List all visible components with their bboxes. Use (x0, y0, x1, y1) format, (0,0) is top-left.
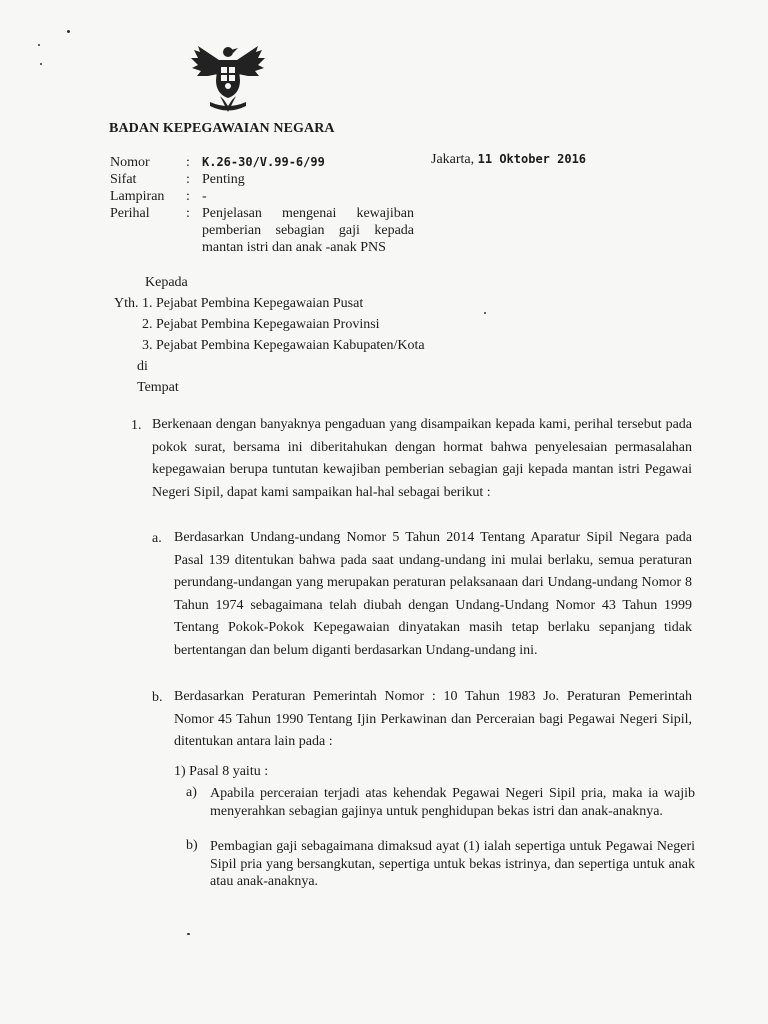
letter-date: 11 Oktober 2016 (477, 152, 587, 166)
pasal-8-heading: 1) Pasal 8 yaitu : (174, 764, 269, 779)
recipient-tempat: Tempat (137, 380, 179, 395)
point-1-text: Berkenaan dengan banyaknya pengaduan yang disampaikan kepada kami, perihal tersebut pada pokok surat, bersama ini diberitahukan dengan hormat bahwa penyelesaian permasalahan kepegawaian berupa tuntutan kewajiban pemberian sebagian gaji kepada mantan istri Pegawai Negeri Sipil, dapat kami sampaikan hal-hal sebagai berikut : (152, 417, 692, 500)
colon: : (186, 172, 190, 187)
lampiran-value: - (202, 189, 207, 204)
lampiran-label: Lampiran (110, 189, 165, 204)
sub-b-number: b) (186, 838, 198, 853)
sifat-value: Penting (202, 172, 245, 187)
scan-speck (484, 312, 486, 314)
sifat-label: Sifat (110, 172, 137, 187)
garuda-emblem-icon (188, 40, 268, 120)
kepada: Kepada (145, 275, 188, 290)
scan-speck (67, 30, 70, 33)
meta-nomor (110, 154, 422, 171)
letter-metadata (110, 154, 422, 256)
meta-lampiran (110, 188, 422, 205)
recipient-di: di (137, 359, 148, 374)
perihal-value: Penjelasan mengenai kewajiban pemberian sebagian gaji kepada mantan istri dan anak -anak PNS (202, 206, 414, 255)
perihal-label: Perihal (110, 206, 150, 221)
nomor-value: K.26-30/V.99-6/99 (202, 155, 325, 169)
place: Jakarta, (431, 152, 475, 167)
point-1-number: 1. (131, 418, 142, 433)
sub-b-text: Pembagian gaji sebagaimana dimaksud ayat (1) ialah sepertiga untuk Pegawai Negeri Sipil pria yang bersangkutan, sepertiga untuk bekas istrinya, dan sepertiga untuk anak atau anak-anaknya. (210, 839, 695, 889)
recipient-1: Yth. 1. Pejabat Pembina Kepegawaian Pusat (114, 296, 364, 311)
sub-a-number: a) (186, 785, 197, 800)
point-a-number: a. (152, 531, 162, 546)
point-a-text: Berdasarkan Undang-undang Nomor 5 Tahun 2014 Tentang Aparatur Sipil Negara pada Pasal 139 ditentukan bahwa pada saat undang-undang ini mulai berlaku, semua peraturan perundang-undangan yang merupakan peraturan pelaksanaan dari Undang-undang Nomor 8 Tahun 1974 sebagaimana telah diubah dengan Undang-Undang Nomor 43 Tahun 1999 Tentang Pokok-Pokok Kepegawaian dinyatakan masih tetap berlaku sepanjang tidak bertentangan dan belum diganti berdasarkan Undang-undang ini. (174, 530, 692, 658)
colon: : (186, 155, 190, 170)
recipient-3: 3. Pejabat Pembina Kepegawaian Kabupaten/Kota (142, 338, 425, 353)
meta-perihal (110, 205, 422, 256)
point-b-number: b. (152, 690, 163, 705)
sub-a-text: Apabila perceraian terjadi atas kehendak Pegawai Negeri Sipil pria, maka ia wajib menyerahkan sebagian gajinya untuk penghidupan bekas istri dan anak-anaknya. (210, 786, 695, 819)
point-b-text: Berdasarkan Peraturan Pemerintah Nomor : 10 Tahun 1983 Jo. Peraturan Pemerintah Nomor 45 Tahun 1990 Tentang Ijin Perkawinan dan Perceraian bagi Pegawai Negeri Sipil, ditentukan antara lain pada : (174, 689, 692, 749)
agency-name: BADAN KEPEGAWAIAN NEGARA (109, 121, 335, 136)
scan-speck (38, 44, 40, 46)
meta-sifat (110, 171, 422, 188)
scan-speck (187, 933, 190, 935)
nomor-label: Nomor (110, 155, 150, 170)
place-date (431, 152, 586, 168)
scan-speck (40, 63, 42, 65)
colon: : (186, 206, 190, 221)
colon: : (186, 189, 190, 204)
recipient-2: 2. Pejabat Pembina Kepegawaian Provinsi (142, 317, 380, 332)
